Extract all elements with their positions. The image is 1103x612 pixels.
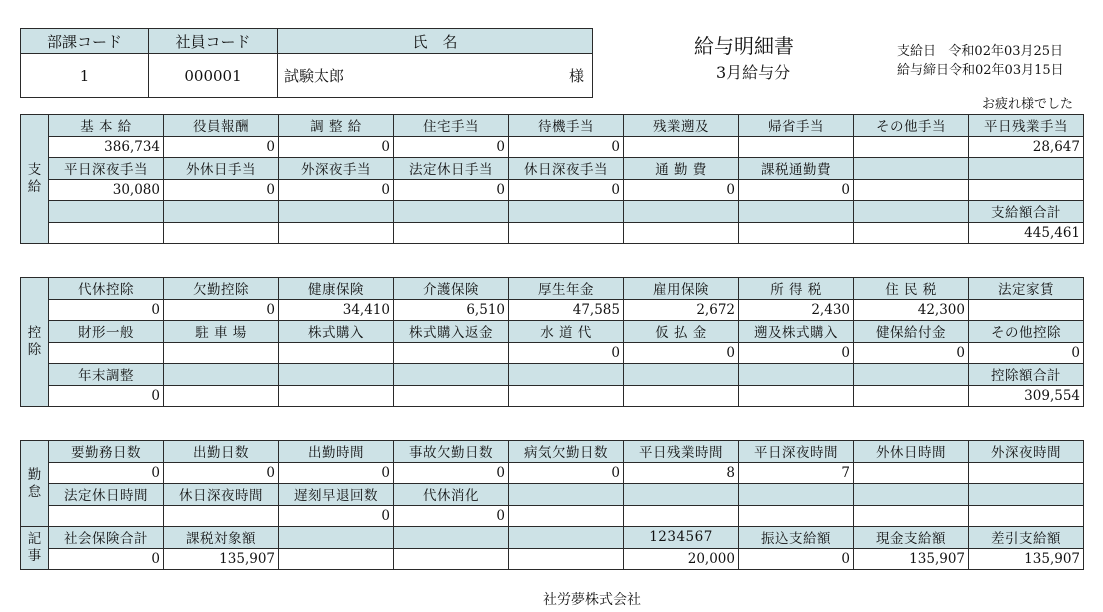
att-value-ext-night (969, 462, 1084, 484)
ded-value-other: 0 (969, 342, 1084, 364)
att-value-work-hours: 0 (279, 462, 394, 484)
ded-value-empty (624, 385, 739, 407)
note-value-net-pay: 135,907 (969, 548, 1084, 570)
honorific: 様 (568, 67, 584, 85)
pay-value-empty (739, 222, 854, 244)
att-value-work-days: 0 (164, 462, 279, 484)
ded-label-advance: 仮 払 金 (624, 321, 739, 343)
ded-label-pension: 厚生年金 (509, 278, 624, 300)
ded-value-empty (164, 385, 279, 407)
att-label-work-hours: 出勤時間 (279, 441, 394, 463)
att-value-empty (509, 505, 624, 527)
pay-label-adjust: 調 整 給 (279, 115, 394, 137)
pay-value-ext-holiday: 0 (164, 179, 279, 201)
ded-label-empty (279, 364, 394, 386)
ded-value-empty (394, 385, 509, 407)
pay-label-empty (854, 201, 969, 223)
att-label-comp-leave-used: 代休消化 (394, 484, 509, 506)
deductions-side-label: 控 除 (21, 278, 49, 407)
ded-label-stock-refund: 株式購入返金 (394, 321, 509, 343)
pay-date-value: 令和02年03月25日 (948, 44, 1064, 59)
pay-label-empty (49, 201, 164, 223)
pay-label-ext-night: 外深夜手当 (279, 158, 394, 180)
dept-code-header: 部課コード (21, 29, 149, 54)
note-label-cash-pay: 現金支給額 (854, 527, 969, 549)
att-value-weekday-night: 7 (739, 462, 854, 484)
pay-label-blank-2 (969, 158, 1084, 180)
employee-name: 試験太郎 (284, 67, 345, 85)
ded-label-stock-purchase: 株式購入 (279, 321, 394, 343)
pay-value-homecoming (739, 136, 854, 158)
pay-value-legal-holiday: 0 (394, 179, 509, 201)
pay-value-empty (624, 222, 739, 244)
ded-label-empty (164, 364, 279, 386)
payments-side-label: 支 給 (21, 115, 49, 244)
att-label-ext-holiday: 外休日時間 (854, 441, 969, 463)
payments-table (20, 114, 1084, 244)
pay-value-retro-overtime (624, 136, 739, 158)
note-value-empty (394, 548, 509, 570)
ded-label-health-ins: 健康保険 (279, 278, 394, 300)
att-value-late-early: 0 (279, 505, 394, 527)
att-value-empty (624, 505, 739, 527)
ded-value-retro-stock: 0 (739, 342, 854, 364)
ded-label-year-end: 年末調整 (49, 364, 164, 386)
document-title: 給与明細書 (694, 34, 794, 58)
ded-label-resident-tax: 住 民 税 (854, 278, 969, 300)
note-value-account-amount: 20,000 (624, 548, 739, 570)
att-label-ext-night: 外深夜時間 (969, 441, 1084, 463)
pay-label-other: その他手当 (854, 115, 969, 137)
pay-value-officer: 0 (164, 136, 279, 158)
att-value-sick-absence: 0 (509, 462, 624, 484)
pay-total-label: 支給額合計 (969, 201, 1084, 223)
ded-value-resident-tax: 42,300 (854, 299, 969, 321)
ded-label-income-tax: 所 得 税 (739, 278, 854, 300)
ded-value-savings (49, 342, 164, 364)
pay-label-retro-overtime: 残業遡及 (624, 115, 739, 137)
att-label-empty (969, 484, 1084, 506)
pay-value-weekday-night: 30,080 (49, 179, 164, 201)
att-label-required-days: 要勤務日数 (49, 441, 164, 463)
pay-label-empty (624, 201, 739, 223)
pay-value-empty (394, 222, 509, 244)
att-value-empty (969, 505, 1084, 527)
pay-value-empty (164, 222, 279, 244)
ded-label-comp-leave: 代休控除 (49, 278, 164, 300)
att-value-empty (854, 505, 969, 527)
att-label-empty (854, 484, 969, 506)
att-value-accident-absence: 0 (394, 462, 509, 484)
ded-label-rent: 法定家賃 (969, 278, 1084, 300)
note-value-social-ins-total: 0 (49, 548, 164, 570)
ded-value-health-benefit: 0 (854, 342, 969, 364)
att-label-late-early: 遅刻早退回数 (279, 484, 394, 506)
ded-label-parking: 駐 車 場 (164, 321, 279, 343)
employee-name-cell (278, 54, 593, 98)
note-label-empty (279, 527, 394, 549)
pay-label-blank-1 (854, 158, 969, 180)
ded-value-pension: 47,585 (509, 299, 624, 321)
att-value-holiday-night (164, 505, 279, 527)
ded-label-water: 水 道 代 (509, 321, 624, 343)
pay-date-row (897, 40, 1063, 59)
pay-value-housing: 0 (394, 136, 509, 158)
att-label-accident-absence: 事故欠勤日数 (394, 441, 509, 463)
pay-value-taxable-commute: 0 (739, 179, 854, 201)
att-value-ext-holiday (854, 462, 969, 484)
pay-label-homecoming: 帰省手当 (739, 115, 854, 137)
pay-value-ext-night: 0 (279, 179, 394, 201)
pay-label-empty (279, 201, 394, 223)
ded-value-health-ins: 34,410 (279, 299, 394, 321)
att-value-legal-holiday (49, 505, 164, 527)
ded-label-care-ins: 介護保険 (394, 278, 509, 300)
pay-value-blank-1 (854, 179, 969, 201)
pay-label-empty (509, 201, 624, 223)
note-label-empty (509, 527, 624, 549)
ded-value-stock-refund (394, 342, 509, 364)
note-label-taxable-amount: 課税対象額 (164, 527, 279, 549)
pay-label-standby: 待機手当 (509, 115, 624, 137)
document-subtitle: 3月給与分 (716, 63, 791, 82)
employee-name-header: 氏 名 (278, 29, 593, 54)
pay-value-other (854, 136, 969, 158)
note-label-account-number: 1234567 (624, 527, 739, 549)
attendance-table (20, 440, 1084, 570)
greeting-text: お疲れ様でした (982, 97, 1074, 112)
pay-label-legal-holiday: 法定休日手当 (394, 158, 509, 180)
note-value-transfer-pay: 0 (739, 548, 854, 570)
pay-label-weekday-overtime: 平日残業手当 (969, 115, 1084, 137)
employee-code-header: 社員コード (149, 29, 278, 54)
att-value-weekday-overtime: 8 (624, 462, 739, 484)
pay-date-label: 支給日 (897, 44, 937, 59)
ded-label-retro-stock: 遡及株式購入 (739, 321, 854, 343)
ded-total-value: 309,554 (969, 385, 1084, 407)
ded-label-empty (624, 364, 739, 386)
pay-value-basic: 386,734 (49, 136, 164, 158)
pay-label-taxable-commute: 課税通勤費 (739, 158, 854, 180)
ded-total-label: 控除額合計 (969, 364, 1084, 386)
notes-side-label: 記 事 (21, 527, 49, 570)
pay-value-holiday-night: 0 (509, 179, 624, 201)
pay-label-weekday-night: 平日深夜手当 (49, 158, 164, 180)
att-label-sick-absence: 病気欠勤日数 (509, 441, 624, 463)
note-value-taxable-amount: 135,907 (164, 548, 279, 570)
note-label-empty (394, 527, 509, 549)
employee-code-value: 000001 (149, 54, 278, 98)
ded-value-advance: 0 (624, 342, 739, 364)
ded-label-other: その他控除 (969, 321, 1084, 343)
note-value-cash-pay: 135,907 (854, 548, 969, 570)
ded-value-comp-leave: 0 (49, 299, 164, 321)
pay-value-empty (49, 222, 164, 244)
pay-label-basic: 基 本 給 (49, 115, 164, 137)
employee-info-table (20, 28, 593, 98)
att-label-empty (624, 484, 739, 506)
att-label-work-days: 出勤日数 (164, 441, 279, 463)
ded-value-empty (739, 385, 854, 407)
att-label-holiday-night: 休日深夜時間 (164, 484, 279, 506)
ded-value-absence: 0 (164, 299, 279, 321)
pay-value-commute: 0 (624, 179, 739, 201)
note-value-empty (279, 548, 394, 570)
att-label-empty (509, 484, 624, 506)
pay-value-empty (854, 222, 969, 244)
pay-value-adjust: 0 (279, 136, 394, 158)
ded-value-empty (854, 385, 969, 407)
pay-value-weekday-overtime: 28,647 (969, 136, 1084, 158)
ded-value-stock-purchase (279, 342, 394, 364)
ded-value-parking (164, 342, 279, 364)
ded-label-savings: 財形一般 (49, 321, 164, 343)
ded-value-empty (279, 385, 394, 407)
ded-value-year-end: 0 (49, 385, 164, 407)
ded-label-empty (509, 364, 624, 386)
note-label-social-ins-total: 社会保険合計 (49, 527, 164, 549)
dept-code-value: 1 (21, 54, 149, 98)
pay-label-empty (394, 201, 509, 223)
pay-value-empty (509, 222, 624, 244)
ded-label-empty (394, 364, 509, 386)
ded-value-income-tax: 2,430 (739, 299, 854, 321)
ded-value-care-ins: 6,510 (394, 299, 509, 321)
note-label-net-pay: 差引支給額 (969, 527, 1084, 549)
close-date-value: 令和02年03月15日 (949, 63, 1064, 78)
pay-label-commute: 通 勤 費 (624, 158, 739, 180)
ded-value-employment-ins: 2,672 (624, 299, 739, 321)
pay-label-holiday-night: 休日深夜手当 (509, 158, 624, 180)
ded-label-health-benefit: 健保給付金 (854, 321, 969, 343)
note-label-transfer-pay: 振込支給額 (739, 527, 854, 549)
ded-label-empty (739, 364, 854, 386)
pay-total-value: 445,461 (969, 222, 1084, 244)
ded-value-water: 0 (509, 342, 624, 364)
attendance-side-label: 勤 怠 (21, 441, 49, 527)
ded-value-empty (509, 385, 624, 407)
company-name: 社労夢株式会社 (543, 592, 641, 608)
att-label-weekday-night: 平日深夜時間 (739, 441, 854, 463)
att-label-empty (739, 484, 854, 506)
att-value-comp-leave-used: 0 (394, 505, 509, 527)
ded-value-rent (969, 299, 1084, 321)
note-value-empty (509, 548, 624, 570)
deductions-table (20, 277, 1084, 407)
pay-label-empty (739, 201, 854, 223)
close-date-row (897, 59, 1064, 78)
att-value-required-days: 0 (49, 462, 164, 484)
pay-value-blank-2 (969, 179, 1084, 201)
pay-value-empty (279, 222, 394, 244)
pay-label-officer: 役員報酬 (164, 115, 279, 137)
pay-label-housing: 住宅手当 (394, 115, 509, 137)
ded-label-employment-ins: 雇用保険 (624, 278, 739, 300)
att-label-legal-holiday: 法定休日時間 (49, 484, 164, 506)
close-date-label: 給与締日 (897, 63, 950, 78)
ded-label-absence: 欠勤控除 (164, 278, 279, 300)
pay-label-empty (164, 201, 279, 223)
att-label-weekday-overtime: 平日残業時間 (624, 441, 739, 463)
pay-label-ext-holiday: 外休日手当 (164, 158, 279, 180)
att-value-empty (739, 505, 854, 527)
pay-value-standby: 0 (509, 136, 624, 158)
ded-label-empty (854, 364, 969, 386)
